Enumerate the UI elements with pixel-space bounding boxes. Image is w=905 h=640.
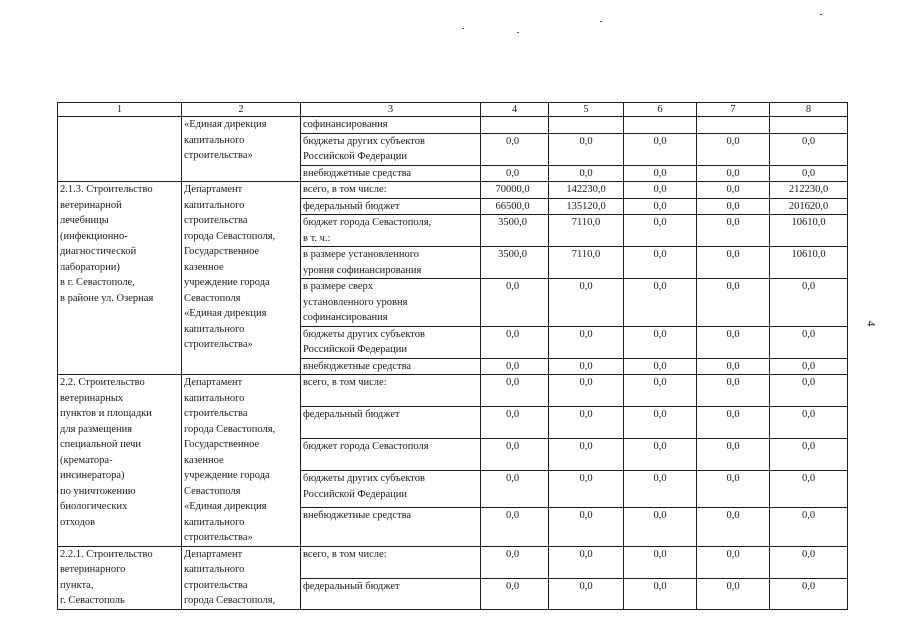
value-cell: 0,0 xyxy=(624,407,697,439)
value-cell: 0,0 xyxy=(481,579,549,609)
funding-source-cell: бюджет города Севастополя xyxy=(301,439,481,471)
value-cell: 0,0 xyxy=(481,133,549,165)
value-cell: 0,0 xyxy=(697,407,770,439)
measure-name-cell xyxy=(58,117,182,182)
value-cell: 3500,0 xyxy=(481,215,549,247)
value-cell: 0,0 xyxy=(697,439,770,471)
funding-source-cell: софинансирования xyxy=(301,117,481,134)
value-cell: 0,0 xyxy=(549,579,624,609)
value-cell: 0,0 xyxy=(481,358,549,375)
value-cell: 0,0 xyxy=(624,215,697,247)
funding-source-cell: федеральный бюджет xyxy=(301,579,481,609)
value-cell: 0,0 xyxy=(770,133,848,165)
value-cell: 0,0 xyxy=(770,165,848,182)
value-cell: 0,0 xyxy=(697,133,770,165)
value-cell xyxy=(624,117,697,134)
value-cell: 0,0 xyxy=(481,439,549,471)
executor-cell: Департамент капитального строительства города Севастополя, Государственное казенное учреждение города Севастополя «Единая дирекция капитального строительства» xyxy=(182,182,301,375)
budget-table xyxy=(57,102,848,610)
value-cell: 10610,0 xyxy=(770,215,848,247)
header-row xyxy=(58,103,848,117)
value-cell: 0,0 xyxy=(624,507,697,546)
value-cell: 201620,0 xyxy=(770,198,848,215)
value-cell: 0,0 xyxy=(697,471,770,508)
value-cell: 0,0 xyxy=(549,407,624,439)
value-cell: 0,0 xyxy=(624,279,697,327)
value-cell: 0,0 xyxy=(697,358,770,375)
value-cell: 0,0 xyxy=(770,507,848,546)
value-cell xyxy=(481,117,549,134)
value-cell: 0,0 xyxy=(549,358,624,375)
measure-name-cell: 2.2.1. Строительство ветеринарного пункта, г. Севастополь xyxy=(58,546,182,609)
value-cell: 0,0 xyxy=(697,215,770,247)
value-cell: 0,0 xyxy=(624,133,697,165)
value-cell: 3500,0 xyxy=(481,247,549,279)
column-header: 7 xyxy=(697,103,770,117)
table-row xyxy=(58,182,848,199)
value-cell: 0,0 xyxy=(697,198,770,215)
value-cell: 0,0 xyxy=(697,279,770,327)
value-cell: 0,0 xyxy=(549,546,624,579)
funding-source-cell: федеральный бюджет xyxy=(301,407,481,439)
executor-cell: Департамент капитального строительства города Севастополя, xyxy=(182,546,301,609)
scan-speck xyxy=(820,14,822,15)
value-cell: 0,0 xyxy=(624,247,697,279)
value-cell: 0,0 xyxy=(549,507,624,546)
value-cell: 0,0 xyxy=(624,198,697,215)
scan-speck xyxy=(600,21,602,22)
value-cell: 0,0 xyxy=(697,165,770,182)
executor-cell: «Единая дирекция капитального строительства» xyxy=(182,117,301,182)
value-cell: 0,0 xyxy=(770,546,848,579)
funding-source-cell: бюджеты других субъектов Российской Федерации xyxy=(301,133,481,165)
table-row xyxy=(58,117,848,134)
table-row xyxy=(58,546,848,579)
value-cell: 0,0 xyxy=(697,546,770,579)
value-cell: 142230,0 xyxy=(549,182,624,199)
value-cell: 7110,0 xyxy=(549,215,624,247)
column-header: 3 xyxy=(301,103,481,117)
value-cell: 0,0 xyxy=(624,375,697,407)
funding-source-cell: бюджеты других субъектов Российской Федерации xyxy=(301,326,481,358)
value-cell: 0,0 xyxy=(770,439,848,471)
value-cell xyxy=(697,117,770,134)
funding-source-cell: бюджет города Севастополя, в т. ч.: xyxy=(301,215,481,247)
column-header: 8 xyxy=(770,103,848,117)
funding-source-cell: федеральный бюджет xyxy=(301,198,481,215)
funding-source-cell: внебюджетные средства xyxy=(301,165,481,182)
value-cell: 0,0 xyxy=(770,279,848,327)
measure-name-cell: 2.1.3. Строительство ветеринарной лечебницы (инфекционно- диагностической лаборатории) в г. Севастополе, в районе ул. Озерная xyxy=(58,182,182,375)
value-cell: 0,0 xyxy=(549,165,624,182)
value-cell: 0,0 xyxy=(624,326,697,358)
value-cell: 0,0 xyxy=(481,407,549,439)
value-cell: 0,0 xyxy=(770,326,848,358)
value-cell: 0,0 xyxy=(770,358,848,375)
measure-name-cell: 2.2. Строительство ветеринарных пунктов и площадки для размещения специальной печи (крематора- инсинератора) по уничтожению биологических отходов xyxy=(58,375,182,547)
column-header: 6 xyxy=(624,103,697,117)
funding-source-cell: всего, в том числе: xyxy=(301,546,481,579)
value-cell: 0,0 xyxy=(624,471,697,508)
value-cell: 0,0 xyxy=(549,133,624,165)
value-cell: 0,0 xyxy=(697,375,770,407)
value-cell: 0,0 xyxy=(770,579,848,609)
value-cell: 0,0 xyxy=(697,579,770,609)
value-cell: 0,0 xyxy=(624,358,697,375)
value-cell: 0,0 xyxy=(624,182,697,199)
table-row xyxy=(58,375,848,407)
value-cell: 0,0 xyxy=(481,546,549,579)
value-cell: 135120,0 xyxy=(549,198,624,215)
value-cell: 0,0 xyxy=(770,407,848,439)
value-cell: 0,0 xyxy=(549,439,624,471)
funding-source-cell: бюджеты других субъектов Российской Федерации xyxy=(301,471,481,508)
executor-cell: Департамент капитального строительства города Севастополя, Государственное казенное учреждение города Севастополя «Единая дирекция капитального строительства» xyxy=(182,375,301,547)
funding-source-cell: в размере установленного уровня софинансирования xyxy=(301,247,481,279)
value-cell: 0,0 xyxy=(549,375,624,407)
value-cell: 0,0 xyxy=(549,326,624,358)
value-cell: 0,0 xyxy=(697,182,770,199)
page-number: 4 xyxy=(864,320,879,327)
value-cell: 0,0 xyxy=(481,507,549,546)
value-cell: 66500,0 xyxy=(481,198,549,215)
funding-source-cell: всего, в том числе: xyxy=(301,182,481,199)
value-cell: 0,0 xyxy=(481,279,549,327)
value-cell: 10610,0 xyxy=(770,247,848,279)
column-header: 2 xyxy=(182,103,301,117)
value-cell: 0,0 xyxy=(481,471,549,508)
funding-source-cell: в размере сверх установленного уровня софинансирования xyxy=(301,279,481,327)
value-cell: 0,0 xyxy=(549,471,624,508)
funding-source-cell: внебюджетные средства xyxy=(301,358,481,375)
value-cell: 0,0 xyxy=(770,471,848,508)
funding-source-cell: всего, в том числе: xyxy=(301,375,481,407)
funding-source-cell: внебюджетные средства xyxy=(301,507,481,546)
value-cell: 0,0 xyxy=(697,326,770,358)
value-cell: 0,0 xyxy=(481,326,549,358)
column-header: 1 xyxy=(58,103,182,117)
value-cell xyxy=(549,117,624,134)
value-cell: 70000,0 xyxy=(481,182,549,199)
value-cell: 0,0 xyxy=(624,579,697,609)
value-cell: 0,0 xyxy=(549,279,624,327)
value-cell: 0,0 xyxy=(770,375,848,407)
column-header: 4 xyxy=(481,103,549,117)
value-cell: 0,0 xyxy=(697,247,770,279)
value-cell: 0,0 xyxy=(481,165,549,182)
column-header: 5 xyxy=(549,103,624,117)
scan-speck xyxy=(517,32,519,33)
value-cell: 0,0 xyxy=(624,165,697,182)
scan-speck xyxy=(462,28,464,29)
value-cell: 0,0 xyxy=(481,375,549,407)
value-cell: 0,0 xyxy=(624,546,697,579)
value-cell: 212230,0 xyxy=(770,182,848,199)
value-cell xyxy=(770,117,848,134)
value-cell: 0,0 xyxy=(624,439,697,471)
value-cell: 7110,0 xyxy=(549,247,624,279)
value-cell: 0,0 xyxy=(697,507,770,546)
